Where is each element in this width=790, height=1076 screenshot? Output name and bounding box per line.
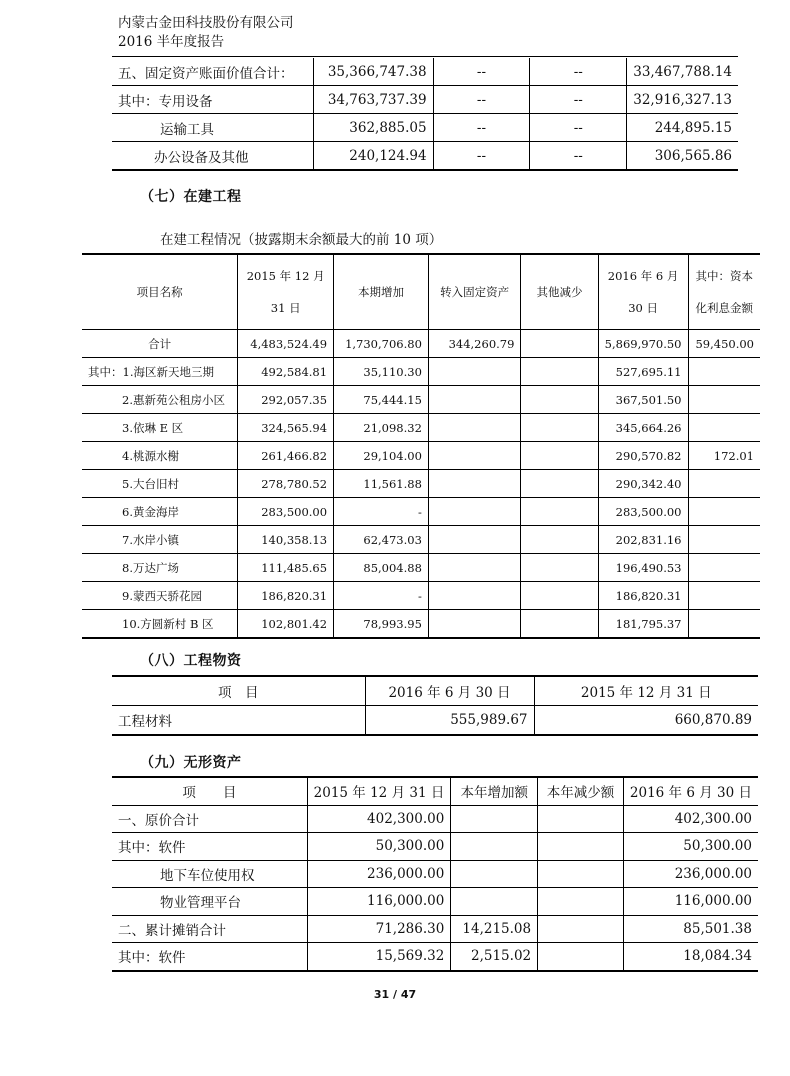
table-row [82,610,760,639]
row-label: 3.依琳 E 区 [82,414,238,442]
table-row [82,442,760,470]
cell-value: 283,500.00 [598,498,688,526]
table-header-row [112,676,758,706]
row-label: 五、固定资产账面价值合计： [118,65,294,82]
cell-value: 116,000.00 [623,888,758,916]
cell-value: 35,366,747.38 [313,58,433,86]
cip-subtitle: 在建工程情况（披露期末余额最大的前 10 项） [160,232,443,248]
cell-value: -- [530,142,627,171]
cell-value: 14,215.08 [451,915,538,943]
cell-value [521,554,598,582]
cell-value: 140,358.13 [238,526,334,554]
cell-value: 244,895.15 [627,114,738,142]
cell-value: 290,570.82 [598,442,688,470]
fixed-assets-table [112,58,738,171]
cell-value: 367,501.50 [598,386,688,414]
table-row [112,58,738,86]
cell-value: - [334,582,429,610]
cell-value: 278,780.52 [238,470,334,498]
cell-value [428,554,521,582]
table-row [112,833,758,861]
table-row [112,888,758,916]
cell-value [428,470,521,498]
table-row [112,943,758,971]
row-label: 合计 [82,330,238,358]
table-row [82,582,760,610]
cell-value: 75,444.15 [334,386,429,414]
row-label: 7.水岸小镇 [82,526,238,554]
row-label: 办公设备及其他 [112,142,313,171]
cell-value [688,358,760,386]
cell-value [688,386,760,414]
table-row [112,86,738,114]
table-row [82,358,760,386]
intangible-table [112,776,758,972]
table-row [112,805,758,833]
cell-value [688,414,760,442]
cell-value: 240,124.94 [313,142,433,171]
cell-value: 290,342.40 [598,470,688,498]
cell-value [688,470,760,498]
cell-value: -- [433,114,530,142]
column-header: 转入固定资产 [428,254,521,330]
table-header-row [112,777,758,805]
row-label: 其中：软件 [112,943,307,971]
column-header: 2015 年 12 月 31 日 [238,254,334,330]
cell-value [521,330,598,358]
cell-value: 660,870.89 [534,706,758,736]
row-label: 地下车位使用权 [112,860,307,888]
cell-value [428,386,521,414]
cell-value: 59,450.00 [688,330,760,358]
table-row [82,470,760,498]
cell-value: 116,000.00 [307,888,451,916]
cell-value [688,582,760,610]
cell-value: 50,300.00 [307,833,451,861]
cell-value: 85,004.88 [334,554,429,582]
cell-value: 50,300.00 [623,833,758,861]
row-label: 工程材料 [112,706,365,736]
cell-value: 402,300.00 [623,805,758,833]
cell-value [521,470,598,498]
cell-value: 186,820.31 [238,582,334,610]
cell-value: 306,565.86 [627,142,738,171]
table-row [82,526,760,554]
cell-value [521,498,598,526]
cell-value: 85,501.38 [623,915,758,943]
cell-value: 236,000.00 [623,860,758,888]
cell-value: 196,490.53 [598,554,688,582]
cell-value [538,805,624,833]
cell-value [538,888,624,916]
row-label: 2.惠新苑公租房小区 [82,386,238,414]
cell-value: -- [530,86,627,114]
column-header: 2016 年 6 月 30 日 [598,254,688,330]
cell-value [521,582,598,610]
cell-value [688,554,760,582]
cell-value [521,610,598,639]
row-label: 运输工具 [112,114,313,142]
section-title-intangible: （九）无形资产 [140,755,242,771]
cell-value: 345,664.26 [598,414,688,442]
cell-value: 283,500.00 [238,498,334,526]
cell-value [451,860,538,888]
header-divider [112,56,738,57]
table-row [82,414,760,442]
cell-value: 236,000.00 [307,860,451,888]
cell-value: 29,104.00 [334,442,429,470]
column-header: 2015 年 12 月 31 日 [534,676,758,706]
cell-value: 34,763,737.39 [313,86,433,114]
row-label: 10.方圆新村 B 区 [82,610,238,639]
company-name: 内蒙古金田科技股份有限公司 [118,15,294,31]
cell-value: 32,916,327.13 [627,86,738,114]
cell-value [521,358,598,386]
cell-value [428,498,521,526]
row-label: 其中：1.海区新天地三期 [82,358,238,386]
cell-value [688,610,760,639]
column-header: 本年增加额 [451,777,538,805]
cell-value: 11,561.88 [334,470,429,498]
row-label: 二、累计摊销合计 [112,915,307,943]
cell-value [451,833,538,861]
row-label: 物业管理平台 [112,888,307,916]
section-title-materials: （八）工程物资 [140,653,242,669]
cell-value: -- [530,58,627,86]
column-header: 本年减少额 [538,777,624,805]
cell-value [688,498,760,526]
cell-value: 261,466.82 [238,442,334,470]
cell-value: 292,057.35 [238,386,334,414]
cell-value: 102,801.42 [238,610,334,639]
column-header: 本期增加 [334,254,429,330]
table-row [82,498,760,526]
cell-value: - [334,498,429,526]
row-label: 4.桃源水榭 [82,442,238,470]
column-header: 项 目 [182,785,237,802]
cell-value: 181,795.37 [598,610,688,639]
cell-value [521,526,598,554]
cell-value: 71,286.30 [307,915,451,943]
cell-value: 111,485.65 [238,554,334,582]
cell-value [538,915,624,943]
row-label: 8.万达广场 [82,554,238,582]
cell-value: -- [433,58,530,86]
cell-value [688,526,760,554]
column-header: 2016 年 6 月 30 日 [365,676,534,706]
cell-value: 21,098.32 [334,414,429,442]
cell-value: 5,869,970.50 [598,330,688,358]
page-number: 31 / 47 [373,988,417,1001]
cell-value: 1,730,706.80 [334,330,429,358]
cell-value: 62,473.03 [334,526,429,554]
column-header: 项 目 [218,685,259,701]
table-row [112,142,738,171]
row-label: 其中：专用设备 [112,86,313,114]
column-header: 项目名称 [136,285,183,299]
table-row [112,915,758,943]
row-label: 6.黄金海岸 [82,498,238,526]
row-label: 5.大台旧村 [82,470,238,498]
cell-value: -- [433,86,530,114]
table-header-row [82,254,760,330]
cell-value: 172.01 [688,442,760,470]
cell-value: 362,885.05 [313,114,433,142]
cell-value: 202,831.16 [598,526,688,554]
page-header [118,14,294,52]
cell-value [521,442,598,470]
table-row [82,386,760,414]
report-name: 2016 半年度报告 [118,34,225,50]
cell-value: 555,989.67 [365,706,534,736]
cip-table [82,253,760,639]
cell-value: 492,584.81 [238,358,334,386]
cell-value: 78,993.95 [334,610,429,639]
cell-value: 2,515.02 [451,943,538,971]
table-row [112,114,738,142]
row-label: 9.蒙西天骄花园 [82,582,238,610]
column-header: 2016 年 6 月 30 日 [623,777,758,805]
cell-value: 344,260.79 [428,330,521,358]
cell-value [538,833,624,861]
table-row [82,554,760,582]
cell-value [451,888,538,916]
materials-table [112,675,758,736]
column-header: 2015 年 12 月 31 日 [307,777,451,805]
cell-value [521,414,598,442]
cell-value: 15,569.32 [307,943,451,971]
cell-value [428,582,521,610]
cell-value [538,860,624,888]
cell-value: 4,483,524.49 [238,330,334,358]
cell-value [428,442,521,470]
cell-value [428,358,521,386]
cell-value [428,414,521,442]
cell-value: 18,084.34 [623,943,758,971]
cell-value: -- [433,142,530,171]
table-row [112,860,758,888]
cell-value [428,610,521,639]
cell-value: 402,300.00 [307,805,451,833]
cell-value: 324,565.94 [238,414,334,442]
cell-value: -- [530,114,627,142]
row-label: 一、原价合计 [112,805,307,833]
cell-value [428,526,521,554]
column-header: 其他减少 [521,254,598,330]
cell-value: 35,110.30 [334,358,429,386]
cell-value [451,805,538,833]
column-header: 其中：资本化利息金额 [688,254,760,330]
table-row [112,706,758,736]
section-title-cip: （七）在建工程 [140,189,242,205]
cell-value: 527,695.11 [598,358,688,386]
cell-value: 33,467,788.14 [627,58,738,86]
cell-value [521,386,598,414]
cell-value: 186,820.31 [598,582,688,610]
table-row [82,330,760,358]
cell-value [538,943,624,971]
row-label: 其中：软件 [112,833,307,861]
